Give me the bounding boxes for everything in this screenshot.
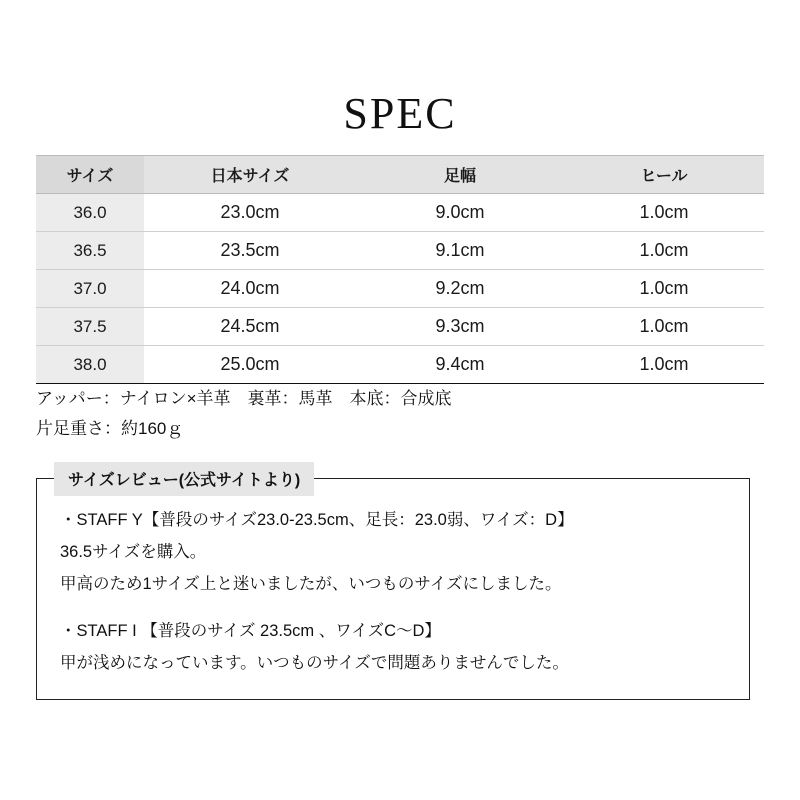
table-row: [36, 308, 764, 346]
cell-width: 9.2cm: [356, 270, 564, 308]
spec-table-body: [36, 194, 764, 384]
table-row: [36, 346, 764, 384]
table-row: [36, 194, 764, 232]
cell-heel: 1.0cm: [564, 270, 764, 308]
cell-width: 9.4cm: [356, 346, 564, 384]
cell-jp-size: 24.0cm: [144, 270, 356, 308]
column-header-jp-size: 日本サイズ: [144, 156, 356, 194]
cell-width: 9.1cm: [356, 232, 564, 270]
materials-line-2: 片足重さ：約160ｇ: [36, 418, 184, 438]
cell-size: 37.0: [36, 270, 144, 308]
materials-note: [36, 384, 766, 444]
cell-size: 37.5: [36, 308, 144, 346]
cell-size: 38.0: [36, 346, 144, 384]
cell-width: 9.0cm: [356, 194, 564, 232]
size-review-body: [60, 504, 732, 679]
cell-jp-size: 23.5cm: [144, 232, 356, 270]
column-header-width: 足幅: [356, 156, 564, 194]
spec-table-head: [36, 156, 764, 194]
table-header-row: [36, 156, 764, 194]
cell-size: 36.5: [36, 232, 144, 270]
cell-heel: 1.0cm: [564, 308, 764, 346]
review-line: 甲が浅めになっています。いつものサイズで問題ありませんでした。: [60, 653, 569, 672]
column-header-size: サイズ: [36, 156, 144, 194]
cell-heel: 1.0cm: [564, 346, 764, 384]
cell-jp-size: 25.0cm: [144, 346, 356, 384]
cell-size: 36.0: [36, 194, 144, 232]
cell-heel: 1.0cm: [564, 194, 764, 232]
review-line: 36.5サイズを購入。: [60, 543, 207, 562]
review-line: 甲高のため1サイズ上と迷いましたが、いつものサイズにしました。: [60, 575, 562, 594]
review-entry-staff-y: [60, 504, 732, 601]
materials-line-1: アッパー：ナイロン×羊革 裏革：馬革 本底：合成底: [36, 389, 452, 408]
table-row: [36, 232, 764, 270]
cell-heel: 1.0cm: [564, 232, 764, 270]
review-entry-staff-i: [60, 615, 732, 679]
column-header-heel: ヒール: [564, 156, 764, 194]
size-review-label: サイズレビュー(公式サイトより): [54, 462, 314, 496]
cell-width: 9.3cm: [356, 308, 564, 346]
table-row: [36, 270, 764, 308]
cell-jp-size: 23.0cm: [144, 194, 356, 232]
review-line: ・STAFF I 【普段のサイズ 23.5cm 、ワイズC〜D】: [60, 621, 441, 640]
page-title: SPEC: [343, 89, 457, 138]
spec-table: [36, 155, 764, 384]
cell-jp-size: 24.5cm: [144, 308, 356, 346]
review-line: ・STAFF Y【普段のサイズ23.0-23.5cm、足長：23.0弱、ワイズ：D】: [60, 511, 574, 529]
